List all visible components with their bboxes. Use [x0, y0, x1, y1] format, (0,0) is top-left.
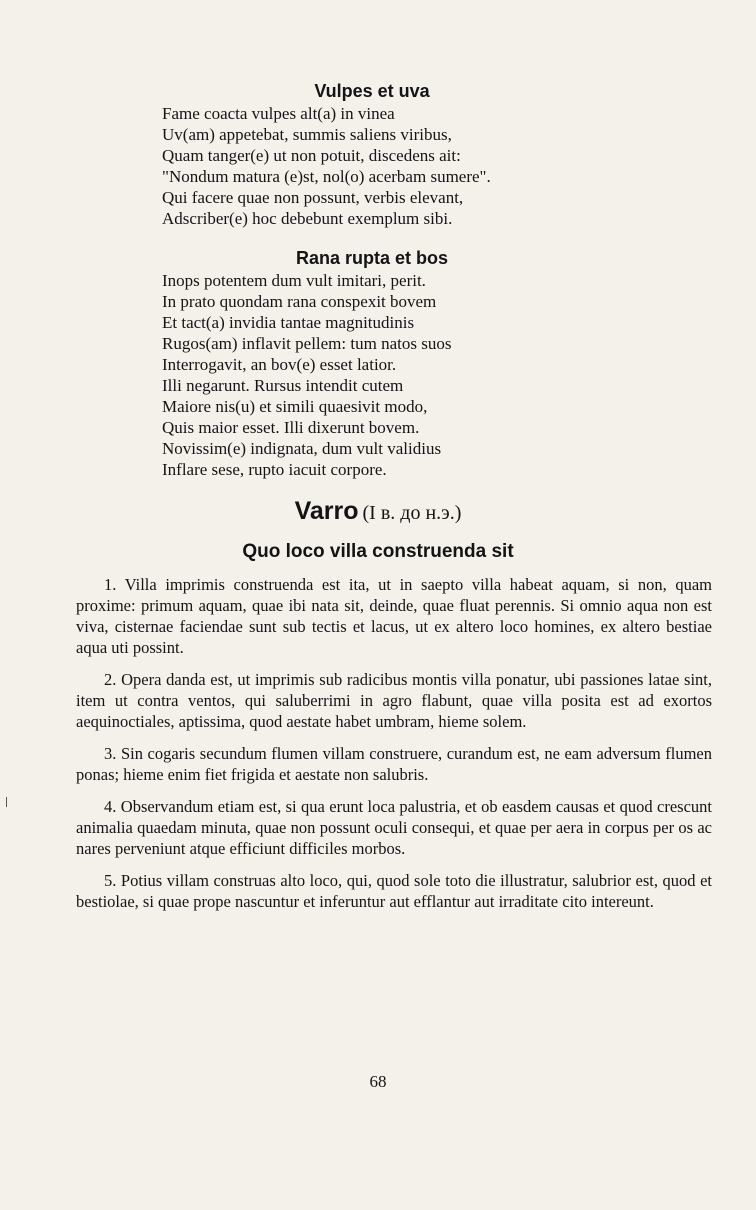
poem-title: Vulpes et uva	[314, 81, 430, 101]
poem-line: Rugos(am) inflavit pellem: tum natos suos	[162, 334, 452, 353]
prose-title: Quo loco villa construenda sit	[242, 541, 514, 562]
poem-vulpes-et-uva	[162, 79, 582, 229]
author-date: (I в. до н.э.)	[362, 502, 462, 524]
poem-line: Inflare sese, rupto iacuit corpore.	[162, 460, 387, 479]
page-number: 68	[369, 1072, 387, 1091]
poem-title: Rana rupta et bos	[295, 248, 449, 268]
prose-paragraph: 3. Sin cogaris secundum flumen villam construere, curandum est, ne eam adversum flumen ponas; hieme enim fiet frigida et aestate non salubris.	[76, 744, 712, 784]
poem-line: Quam tanger(e) ut non potuit, discedens ait:	[162, 146, 461, 165]
poem-line: Maiore nis(u) et simili quaesivit modo,	[162, 397, 428, 416]
margin-mark	[6, 797, 7, 807]
poem-line: Interrogavit, an bov(e) esset latior.	[162, 355, 397, 374]
poem-line: In prato quondam rana conspexit bovem	[162, 292, 437, 311]
poem-line: Qui facere quae non possunt, verbis elevant,	[162, 188, 464, 207]
prose-paragraph: 5. Potius villam construas alto loco, qui, quod sole toto die illustratur, salubrior est, quod et bestiolae, si quae prope nascuntur et inferuntur aut efflantur aut irraditate cito intereunt.	[76, 871, 712, 911]
poem-line: Illi negarunt. Rursus intendit cutem	[162, 376, 404, 395]
poem-rana-rupta-et-bos	[162, 246, 582, 480]
author-name: Varro	[294, 497, 359, 525]
poem-line: Fame coacta vulpes alt(a) in vinea	[162, 104, 395, 123]
prose-paragraph: 2. Opera danda est, ut imprimis sub radicibus montis villa ponatur, ubi passiones latae sint, item ut contra ventos, qui saluberrimi in agro flabunt, quae villa posita est ad exortos aequinoctiales, aptissima, quod aestate habet umbram, hieme solem.	[76, 670, 712, 731]
author-heading	[0, 497, 756, 526]
poem-line: Adscriber(e) hoc debebunt exemplum sibi.	[162, 209, 453, 228]
prose-paragraph: 1. Villa imprimis construenda est ita, ut in saepto villa habeat aquam, si non, quam proxime: primum aquam, quae ibi nata sit, deinde, quae fluat perennis. Si omnio aqua non est viva, cisternae faciendae sunt sub tectis et lacus, ut ex altero loco homines, ex altero bestiae aqua uti possint.	[76, 575, 712, 657]
poem-line: "Nondum matura (e)st, nol(o) acerbam sumere".	[162, 167, 491, 186]
poem-line: Quis maior esset. Illi dixerunt bovem.	[162, 418, 420, 437]
prose-body	[76, 574, 712, 923]
poem-line: Et tact(a) invidia tantae magnitudinis	[162, 313, 415, 332]
poem-line: Uv(am) appetebat, summis saliens viribus,	[162, 125, 452, 144]
poem-line: Novissim(e) indignata, dum vult validius	[162, 439, 442, 458]
prose-paragraph: 4. Observandum etiam est, si qua erunt loca palustria, et ob easdem causas et quod crescunt animalia quaedam minuta, quae non possunt oculi consequi, et quae per aera in corpus per os ac nares perveniunt atque efficiunt difficiles morbos.	[76, 797, 712, 858]
poem-line: Inops potentem dum vult imitari, perit.	[162, 271, 426, 290]
